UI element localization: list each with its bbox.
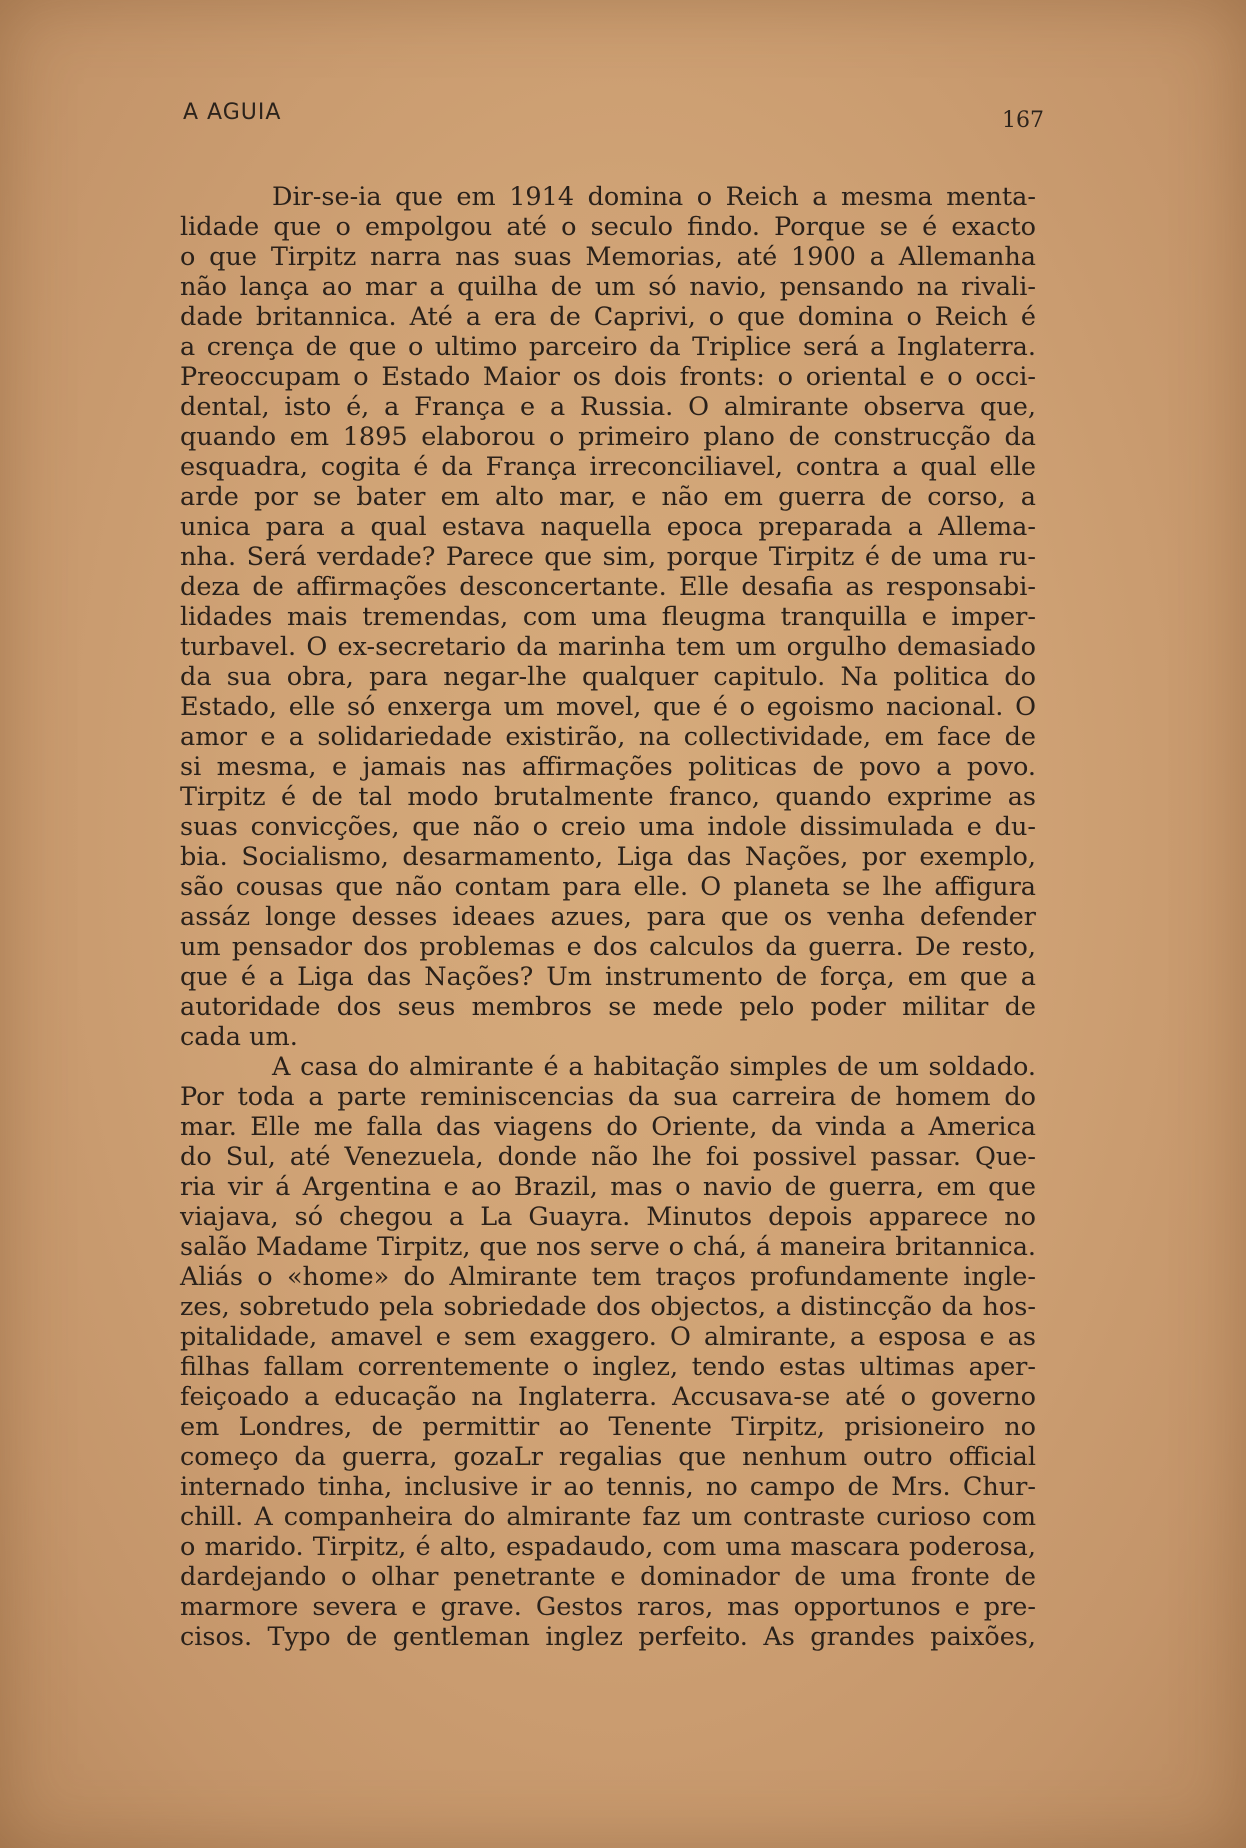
text-line: esquadra, cogita é da França irreconciliavel, contra a qual elle	[180, 452, 1036, 482]
text-line: começo da guerra, gozaLr regalias que nenhum outro official	[180, 1442, 1036, 1472]
text-line: filhas fallam correntemente o inglez, tendo estas ultimas aper-	[180, 1352, 1036, 1382]
text-line: feiçoado a educação na Inglaterra. Accusava-se até o governo	[180, 1382, 1036, 1412]
text-line: mar. Elle me falla das viagens do Oriente, da vinda a America	[180, 1112, 1036, 1142]
text-line: viajava, só chegou a La Guayra. Minutos depois apparece no	[180, 1202, 1036, 1232]
text-line: cisos. Typo de gentleman inglez perfeito. As grandes paixões,	[180, 1622, 1036, 1652]
text-line: cada um.	[180, 1022, 298, 1052]
text-line: salão Madame Tirpitz, que nos serve o chá, á maneira britannica.	[180, 1232, 1036, 1262]
text-line: arde por se bater em alto mar, e não em guerra de corso, a	[180, 482, 1036, 512]
paragraph-1	[180, 182, 1036, 1052]
text-line: Dir-se-ia que em 1914 domina o Reich a mesma menta-	[272, 182, 1036, 212]
text-line: autoridade dos seus membros se mede pelo poder militar de	[180, 992, 1036, 1022]
text-line: da sua obra, para negar-lhe qualquer capitulo. Na politica do	[180, 662, 1036, 692]
text-line: Estado, elle só enxerga um movel, que é o egoismo nacional. O	[180, 692, 1036, 722]
text-line: que é a Liga das Nações? Um instrumento de força, em que a	[180, 962, 1036, 992]
text-line: lidades mais tremendas, com uma fleugma tranquilla e imper-	[180, 602, 1036, 632]
text-line: unica para a qual estava naquella epoca preparada a Allema-	[180, 512, 1036, 542]
text-line: ria vir á Argentina e ao Brazil, mas o navio de guerra, em que	[180, 1172, 1036, 1202]
body-text	[180, 182, 1036, 1652]
text-line: o marido. Tirpitz, é alto, espadaudo, com uma mascara poderosa,	[180, 1532, 1036, 1562]
paragraph-2	[180, 1052, 1036, 1652]
text-line: si mesma, e jamais nas affirmações politicas de povo a povo.	[180, 752, 1036, 782]
text-line: são cousas que não contam para elle. O planeta se lhe affigura	[180, 872, 1036, 902]
text-line: dardejando o olhar penetrante e dominador de uma fronte de	[180, 1562, 1036, 1592]
text-line: um pensador dos problemas e dos calculos da guerra. De resto,	[180, 932, 1036, 962]
text-line: assáz longe desses ideaes azues, para que os venha defender	[180, 902, 1036, 932]
text-line: lidade que o empolgou até o seculo findo. Porque se é exacto	[180, 212, 1036, 242]
text-line: Tirpitz é de tal modo brutalmente franco, quando exprime as	[180, 782, 1036, 812]
text-line: quando em 1895 elaborou o primeiro plano de construcção da	[180, 422, 1036, 452]
text-line: dade britannica. Até a era de Caprivi, o que domina o Reich é	[180, 302, 1036, 332]
text-line: nha. Será verdade? Parece que sim, porque Tirpitz é de uma ru-	[180, 542, 1036, 572]
text-line: amor e a solidariedade existirão, na collectividade, em face de	[180, 722, 1036, 752]
text-line: A casa do almirante é a habitação simples de um soldado.	[272, 1052, 1036, 1082]
text-line: em Londres, de permittir ao Tenente Tirpitz, prisioneiro no	[180, 1412, 1036, 1442]
text-line: deza de affirmações desconcertante. Elle desafia as responsabi-	[180, 572, 1036, 602]
text-line: do Sul, até Venezuela, donde não lhe foi possivel passar. Que-	[180, 1142, 1036, 1172]
text-line: internado tinha, inclusive ir ao tennis, no campo de Mrs. Chur-	[180, 1472, 1036, 1502]
text-line: chill. A companheira do almirante faz um contraste curioso com	[180, 1502, 1036, 1532]
text-line: dental, isto é, a França e a Russia. O almirante observa que,	[180, 392, 1036, 422]
text-line: suas convicções, que não o creio uma indole dissimulada e du-	[180, 812, 1036, 842]
text-line: não lança ao mar a quilha de um só navio, pensando na rivali-	[180, 272, 1036, 302]
text-line: marmore severa e grave. Gestos raros, mas opportunos e pre-	[180, 1592, 1036, 1622]
text-line: pitalidade, amavel e sem exaggero. O almirante, a esposa e as	[180, 1322, 1036, 1352]
text-line: bia. Socialismo, desarmamento, Liga das Nações, por exemplo,	[180, 842, 1036, 872]
text-line: turbavel. O ex-secretario da marinha tem um orgulho demasiado	[180, 632, 1036, 662]
text-line: zes, sobretudo pela sobriedade dos objectos, a distincção da hos-	[180, 1292, 1036, 1322]
text-line: o que Tirpitz narra nas suas Memorias, até 1900 a Allemanha	[180, 242, 1036, 272]
page-number: 167	[1002, 108, 1044, 133]
text-line: a crença de que o ultimo parceiro da Triplice será a Inglaterra.	[180, 332, 1036, 362]
text-line: Por toda a parte reminiscencias da sua carreira de homem do	[180, 1082, 1036, 1112]
text-line: Preoccupam o Estado Maior os dois fronts: o oriental e o occi-	[180, 362, 1036, 392]
running-title: A AGUIA	[183, 100, 282, 125]
text-line: Aliás o «home» do Almirante tem traços profundamente ingle-	[180, 1262, 1036, 1292]
